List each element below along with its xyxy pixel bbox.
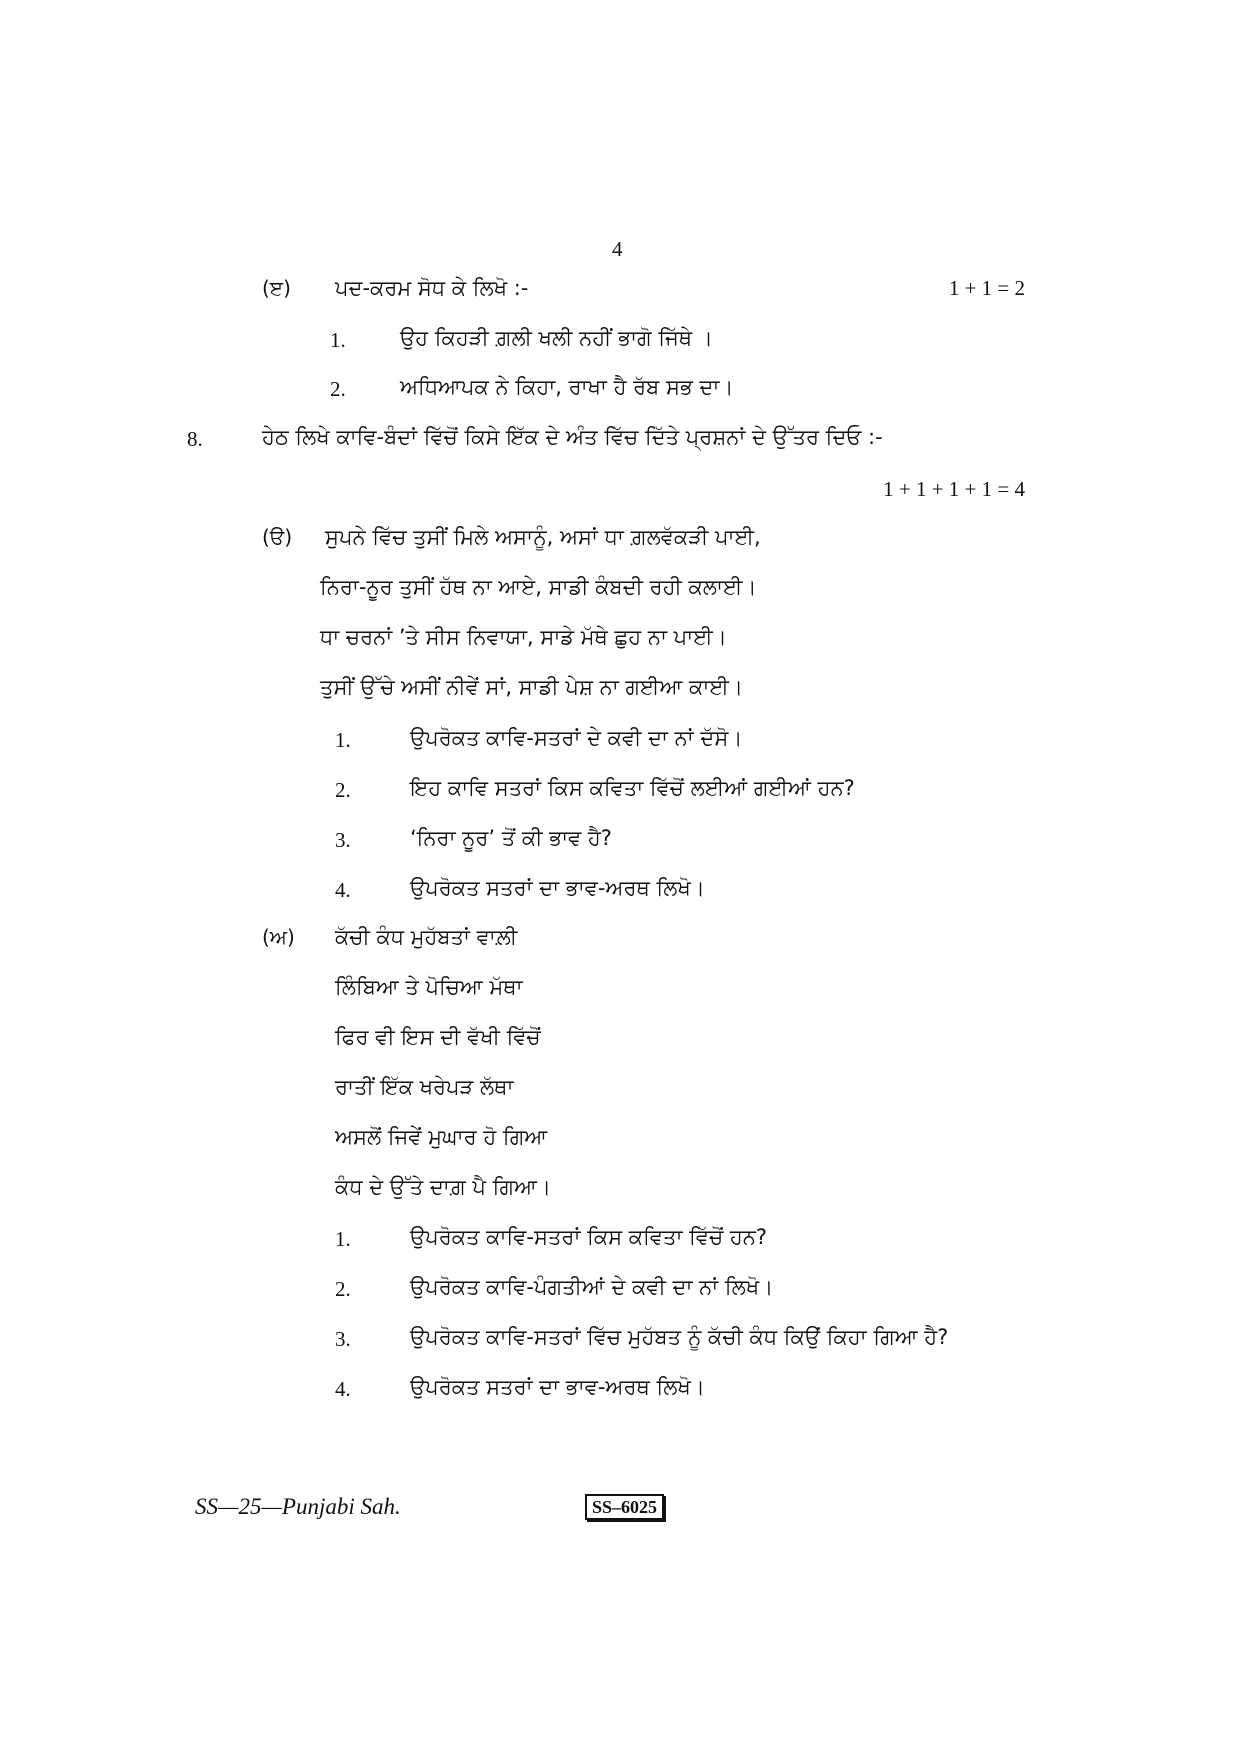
verse-line: ਤੁਸੀਂ ਉੱਚੇ ਅਸੀਂ ਨੀਵੇਂ ਸਾਂ, ਸਾਡੀ ਪੇਸ਼ ਨਾ ਗਈਆ ਕਾਈ।: [320, 675, 744, 699]
question-text: ਉਪਰੋਕਤ ਕਾਵਿ-ਸਤਰਾਂ ਦੇ ਕਵੀ ਦਾ ਨਾਂ ਦੱਸੋ।: [410, 726, 743, 750]
part-e-marks: 1 + 1 = 2: [948, 276, 1025, 300]
question-num: 2.: [335, 778, 351, 802]
part-e-item-num: 1.: [330, 328, 346, 352]
question-text: ‘ਨਿਰਾ ਨੂਰ’ ਤੋਂ ਕੀ ਭਾਵ ਹੈ?: [410, 826, 612, 850]
question-8-marks: 1 + 1 + 1 + 1 = 4: [883, 477, 1025, 501]
question-text: ਉਪਰੋਕਤ ਕਾਵਿ-ਸਤਰਾਂ ਵਿੱਚ ਮੁਹੱਬਤ ਨੂੰ ਕੱਚੀ ਕੰਧ ਕਿਉਂ ਕਿਹਾ ਗਿਆ ਹੈ?: [410, 1325, 949, 1349]
verse-line: ਧਾ ਚਰਨਾਂ ’ਤੇ ਸੀਸ ਨਿਵਾਯਾ, ਸਾਡੇ ਮੱਥੇ ਛੁਹ ਨਾ ਪਾਈ।: [320, 625, 727, 649]
verse-line: ਕੱਚੀ ਕੰਧ ਮੁਹੱਬਤਾਂ ਵਾਲ਼ੀ: [335, 925, 518, 949]
footer-paper-code: SS–6025: [585, 1494, 664, 1520]
part-e-item-num: 2.: [330, 377, 346, 401]
part-e-item-text: ਅਧਿਆਪਕ ਨੇ ਕਿਹਾ, ਰਾਖਾ ਹੈ ਰੱਬ ਸਭ ਦਾ।: [400, 375, 734, 399]
question-num: 3.: [335, 1327, 351, 1351]
verse-line: ਫਿਰ ਵੀ ਇਸ ਦੀ ਵੱਖੀ ਵਿੱਚੋਂ: [335, 1025, 541, 1049]
question-num: 2.: [335, 1277, 351, 1301]
verse-line: ਰਾਤੀਂ ਇੱਕ ਖਰੇਪੜ ਲੱਥਾ: [335, 1075, 514, 1099]
question-text: ਇਹ ਕਾਵਿ ਸਤਰਾਂ ਕਿਸ ਕਵਿਤਾ ਵਿੱਚੋਂ ਲਈਆਂ ਗਈਆਂ ਹਨ?: [410, 776, 855, 800]
part-e-label: (ੲ): [262, 276, 291, 300]
verse-line: ਸੁਪਨੇ ਵਿੱਚ ਤੁਸੀਂ ਮਿਲੇ ਅਸਾਨੂੰ, ਅਸਾਂ ਧਾ ਗ਼ਲਵੱਕੜੀ ਪਾਈ,: [325, 525, 761, 549]
question-text: ਉਪਰੋਕਤ ਕਾਵਿ-ਪੰਗਤੀਆਂ ਦੇ ਕਵੀ ਦਾ ਨਾਂ ਲਿਖੋ।: [410, 1275, 774, 1299]
page-number: 4: [612, 237, 623, 261]
question-num: 1.: [335, 728, 351, 752]
verse-line: ਨਿਰਾ-ਨੂਰ ਤੁਸੀਂ ਹੱਥ ਨਾ ਆਏ, ਸਾਡੀ ਕੰਬਦੀ ਰਹੀ ਕਲਾਈ।: [320, 575, 757, 599]
part-u-label: (ੳ): [262, 525, 293, 549]
question-num: 3.: [335, 828, 351, 852]
question-8-text: ਹੇਠ ਲਿਖੇ ਕਾਵਿ-ਬੰਦਾਂ ਵਿੱਚੋਂ ਕਿਸੇ ਇੱਕ ਦੇ ਅੰਤ ਵਿੱਚ ਦਿੱਤੇ ਪ੍ਰਸ਼ਨਾਂ ਦੇ ਉੱਤਰ ਦਿਓ :-: [262, 425, 883, 449]
verse-line: ਅਸਲੋਂ ਜਿਵੇਂ ਮੁਘਾਰ ਹੋ ਗਿਆ: [335, 1125, 548, 1149]
question-8-number: 8.: [187, 427, 203, 451]
question-num: 1.: [335, 1227, 351, 1251]
question-num: 4.: [335, 1377, 351, 1401]
verse-line: ਲਿੰਬਿਆ ਤੇ ਪੋਚਿਆ ਮੱਥਾ: [335, 975, 523, 999]
question-text: ਉਪਰੋਕਤ ਸਤਰਾਂ ਦਾ ਭਾਵ-ਅਰਥ ਲਿਖੋ।: [410, 876, 705, 900]
part-e-item-text: ਉਹ ਕਿਹੜੀ ਗ਼ਲੀ ਖਲੀ ਨਹੀਂ ਭਾਗੋ ਜਿੱਥੇ ।: [400, 326, 713, 350]
question-text: ਉਪਰੋਕਤ ਸਤਰਾਂ ਦਾ ਭਾਵ-ਅਰਥ ਲਿਖੋ।: [410, 1375, 705, 1399]
part-e-title: ਪਦ-ਕਰਮ ਸੋਧ ਕੇ ਲਿਖੋ :-: [335, 276, 529, 300]
question-text: ਉਪਰੋਕਤ ਕਾਵਿ-ਸਤਰਾਂ ਕਿਸ ਕਵਿਤਾ ਵਿੱਚੋਂ ਹਨ?: [410, 1225, 768, 1249]
verse-line: ਕੰਧ ਦੇ ਉੱਤੇ ਦਾਗ਼ ਪੈ ਗਿਆ।: [335, 1175, 552, 1199]
question-num: 4.: [335, 878, 351, 902]
part-a-label: (ਅ): [262, 925, 295, 949]
footer-paper-title: SS—25—Punjabi Sah.: [195, 1494, 401, 1519]
